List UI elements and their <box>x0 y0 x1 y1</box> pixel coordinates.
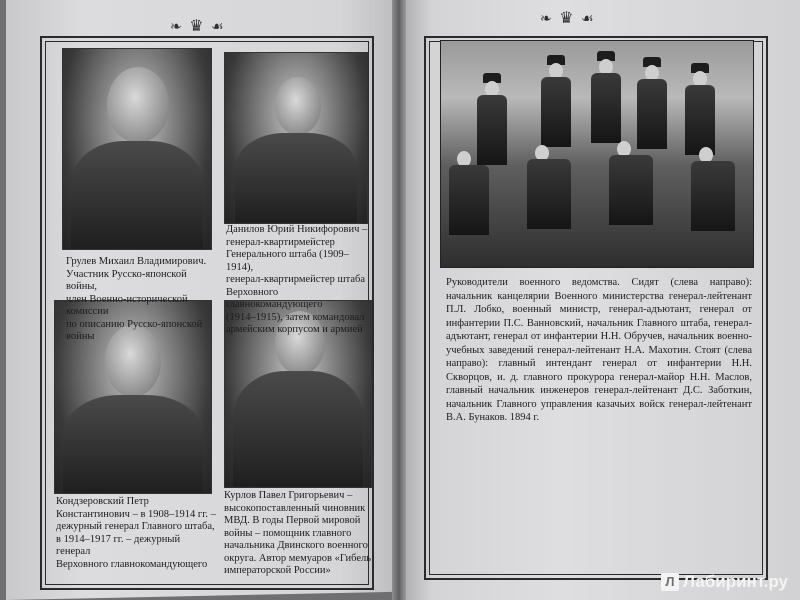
left-crown-ornament <box>170 16 226 36</box>
crown-icon: ♛ <box>189 18 206 35</box>
caption-group-photo: Руководители военного ведомства. Сидят (слева направо): начальник канцелярии Военного министерства генерал-лейтенант П.Л. Лобко, военный министр, генерал-адъютант, генерал от инфантерии П.С. Ванновский, начальник Главного штаба, генерал-адъютант, генерал от инфантерии Н.Н. Обручев, начальник военно-учебных заведений генерал-лейтенант Н.А. Махотин. Стоят (слева направо): главный интендант генерал от инфантерии Н.Н. Скворцов, и. д. главного прокурора генерал-майор Н.Н. Маслов, главный начальник инженеров генерал-лейтенант Д.С. Заботкин, начальник Главного управления казачьих войск генерал-лейтенант В.А. Бунаков. 1894 г. <box>446 277 752 423</box>
caption-kurlov: Курлов Павел Григорьевич – высокопоставленный чиновник МВД. В годы Первой мировой войны – помощник главного начальника Двинского военного округа. Автор мемуаров «Гибель императорской России» <box>224 490 372 576</box>
labirint-logo-icon: Л <box>661 573 679 591</box>
caption-danilov: Данилов Юрий Никифорович – генерал-квартирмейстер Генерального штаба (1909–1914), генерал-квартирмейстер штаба Верховного главнокомандующего (1914–1915), затем командовал армейским корпусом и армией <box>226 224 368 335</box>
right-crown-ornament <box>540 8 596 28</box>
scroll-ornament-icon: ☙ <box>211 20 226 35</box>
watermark-text: Лабиринт.ру <box>682 572 788 591</box>
scroll-ornament-icon: ❧ <box>540 12 554 27</box>
caption-kondzerovsky: Кондзеровский Петр Константинович – в 1908–1914 гг. – дежурный генерал Главного штаба, в 1914–1917 гг. – дежурный генерал Верховного главнокомандующего <box>56 496 216 570</box>
scroll-ornament-icon: ❧ <box>170 20 184 35</box>
group-photo-military-leaders <box>440 40 754 268</box>
crown-icon: ♛ <box>559 10 576 27</box>
caption-grulev: Грулев Михаил Владимирович. Участник Русско-японской войны, член Военно-исторической комиссии по описанию Русско-японской войны <box>66 256 207 342</box>
scroll-ornament-icon: ☙ <box>581 12 596 27</box>
labirint-watermark <box>661 572 788 592</box>
portrait-danilov <box>224 52 368 224</box>
portrait-grulev <box>62 48 212 250</box>
book-spine-gutter <box>392 0 406 600</box>
